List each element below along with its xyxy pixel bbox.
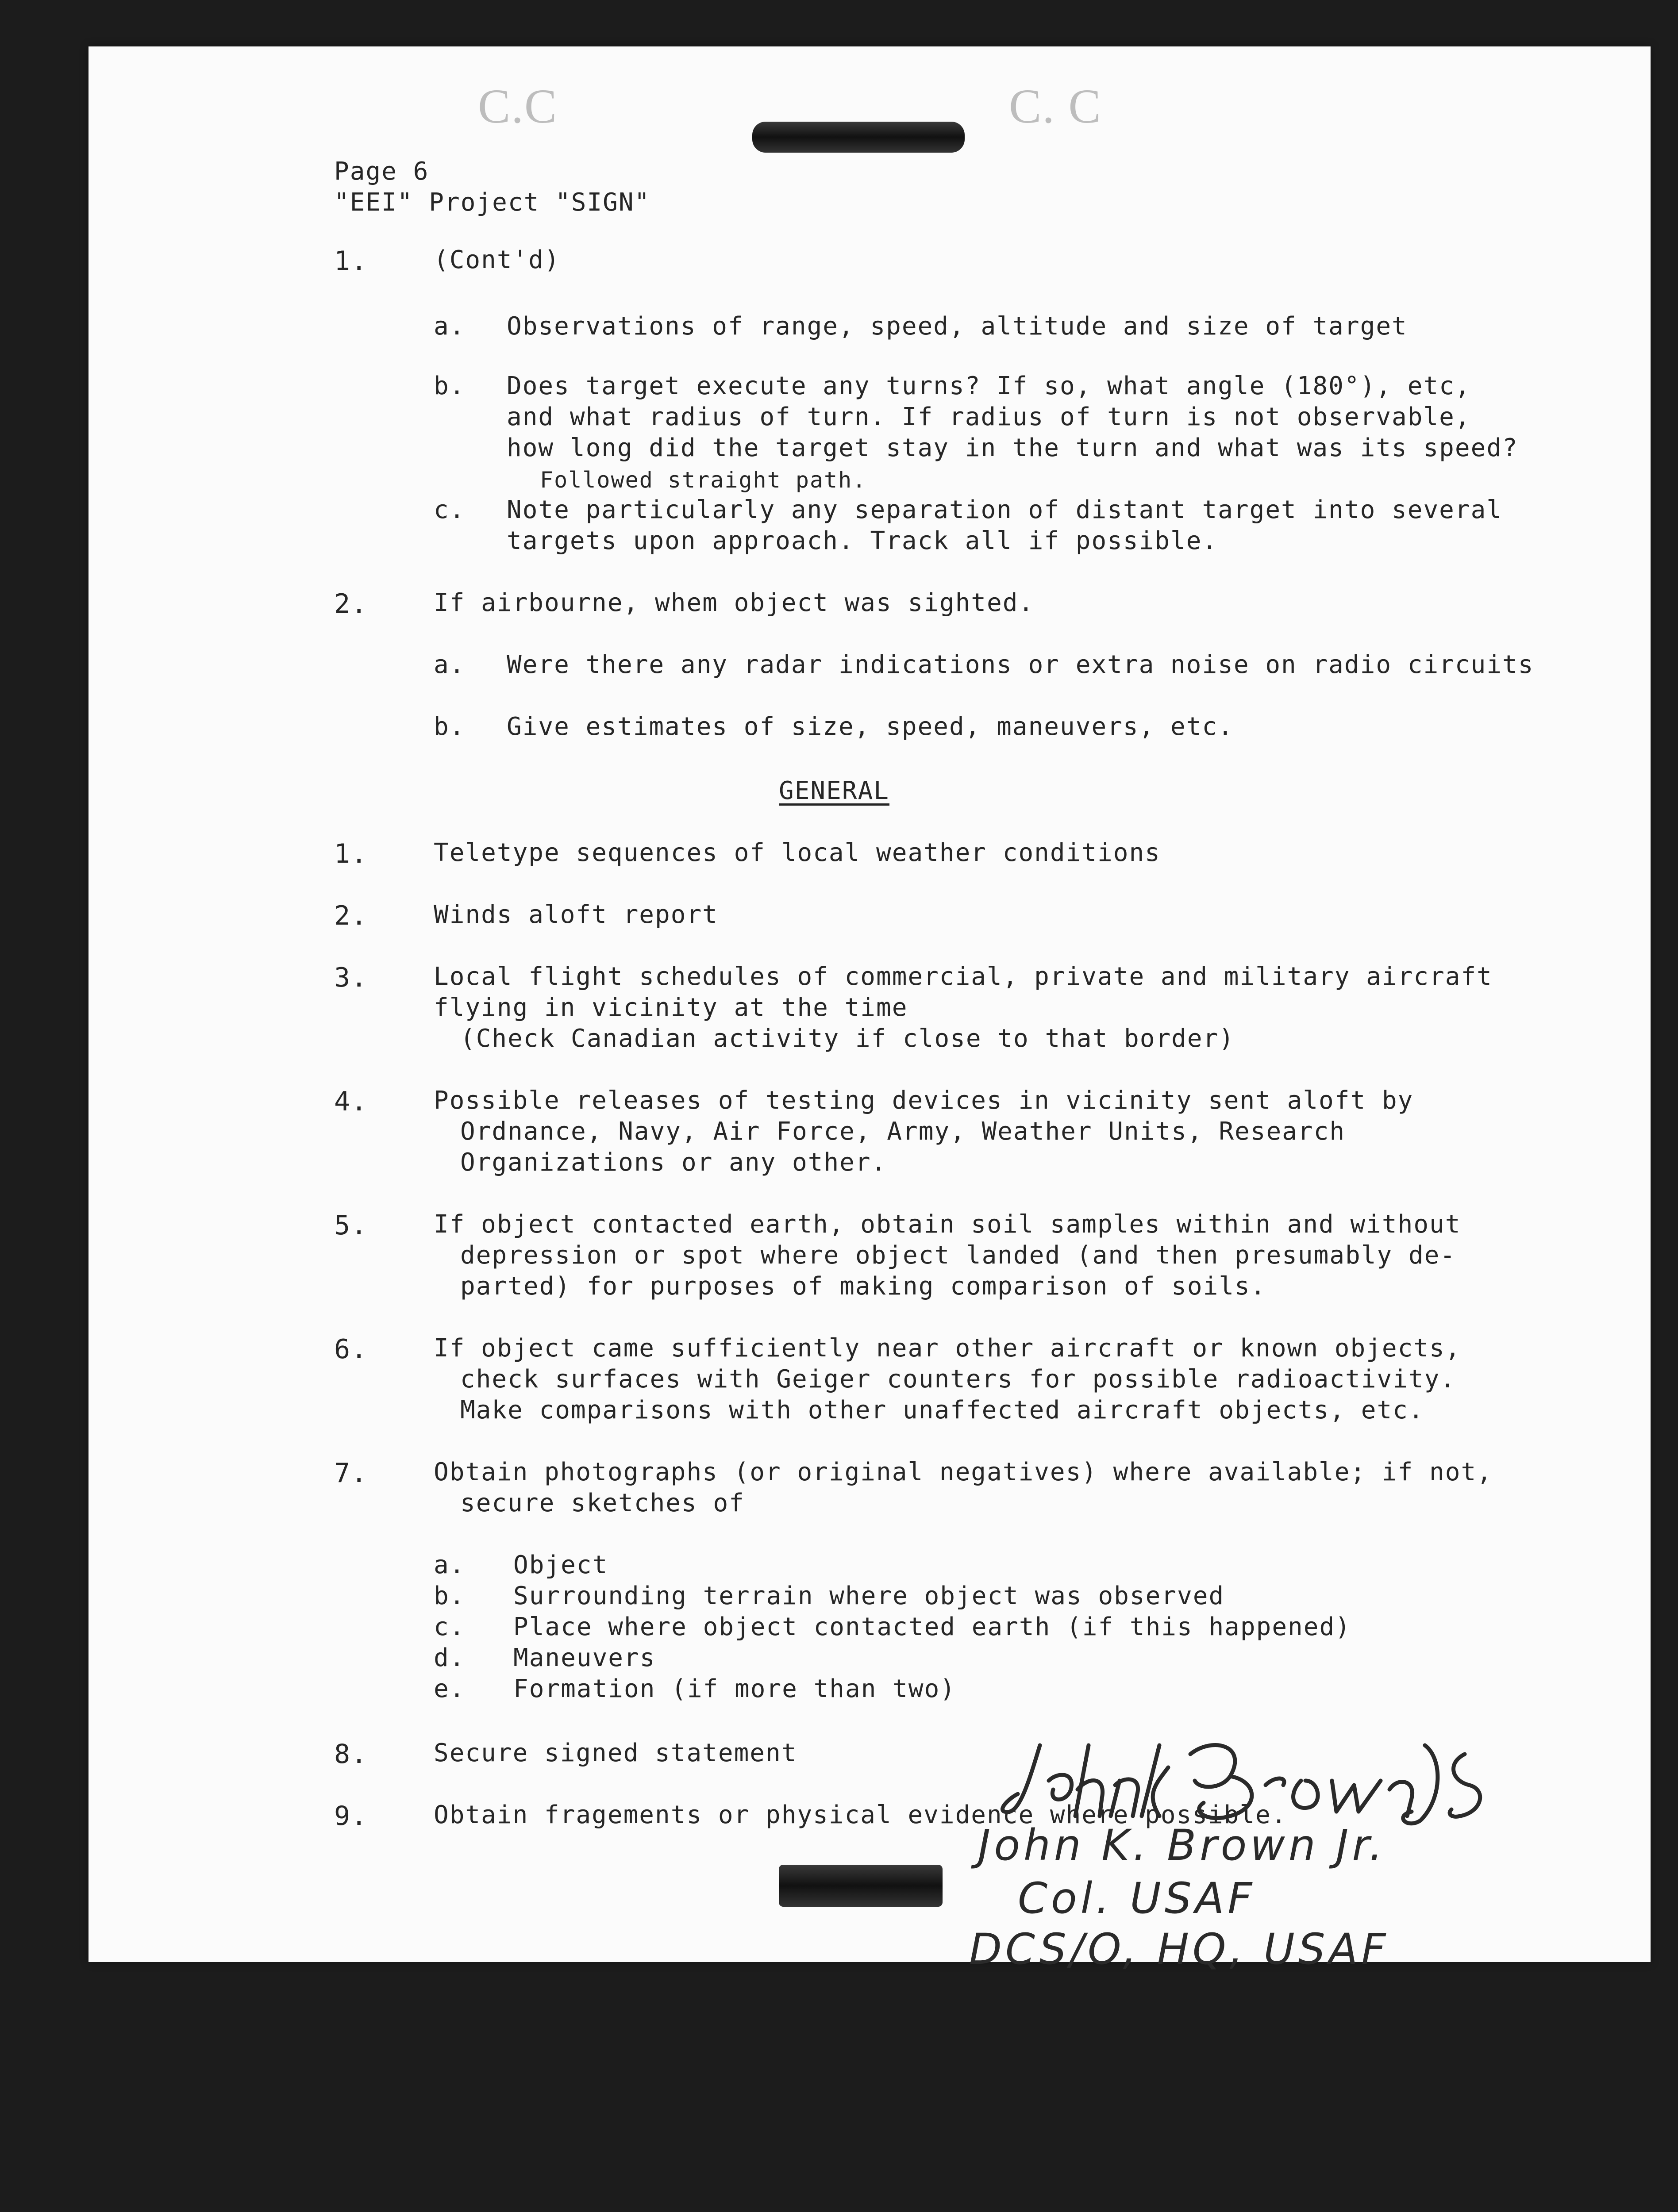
- header-mark-left: C.C: [478, 79, 558, 133]
- subitem-text: Formation (if more than two): [513, 1674, 956, 1703]
- item-text: Observations of range, speed, altitude and size of target: [507, 312, 1408, 341]
- item-letter: b.: [434, 372, 466, 400]
- section-heading-general: GENERAL: [779, 776, 890, 805]
- general-number: 3.: [334, 962, 368, 993]
- section-title: (Cont'd): [434, 246, 560, 274]
- document-page: [89, 46, 1651, 1974]
- general-number: 4.: [334, 1086, 368, 1117]
- general-number: 6.: [334, 1334, 368, 1365]
- redaction-bar-bottom: [779, 1865, 943, 1907]
- subitem-letter: e.: [434, 1674, 466, 1703]
- item-letter: b.: [434, 712, 466, 741]
- general-text: depression or spot where object landed (and then presumably de-: [460, 1241, 1456, 1270]
- subitem-text: Place where object contacted earth (if this happened): [513, 1613, 1351, 1641]
- general-text: secure sketches of: [460, 1489, 745, 1517]
- handwritten-note: Followed straight path.: [540, 467, 867, 493]
- signature-office: DCS/O, HQ, USAF: [969, 1924, 1389, 1974]
- item-text: how long did the target stay in the turn and what was its speed?: [507, 434, 1518, 462]
- subitem-text: Surrounding terrain where object was observed: [513, 1582, 1225, 1610]
- general-number: 2.: [334, 900, 368, 931]
- item-letter: a.: [434, 312, 466, 341]
- item-letter: c.: [434, 495, 466, 524]
- item-text: Give estimates of size, speed, maneuvers, etc.: [507, 712, 1234, 741]
- general-text: Local flight schedules of commercial, private and military aircraft: [434, 962, 1493, 991]
- general-text: Obtain photographs (or original negatives) where available; if not,: [434, 1458, 1493, 1486]
- subitem-letter: d.: [434, 1644, 466, 1672]
- page-number: Page 6: [334, 157, 429, 186]
- general-number: 8.: [334, 1739, 368, 1770]
- item-text: Note particularly any separation of distant target into several: [507, 495, 1503, 524]
- general-text: If object contacted earth, obtain soil samples within and without: [434, 1210, 1461, 1239]
- general-text: Obtain fragements or physical evidence where possible.: [434, 1801, 1287, 1829]
- general-text: Secure signed statement: [434, 1739, 797, 1767]
- general-text: check surfaces with Geiger counters for possible radioactivity.: [460, 1365, 1456, 1394]
- general-number: 5.: [334, 1210, 368, 1241]
- general-text: Possible releases of testing devices in vicinity sent aloft by: [434, 1086, 1414, 1115]
- general-text: Winds aloft report: [434, 900, 718, 929]
- item-letter: a.: [434, 650, 466, 679]
- item-text: Were there any radar indications or extra noise on radio circuits: [507, 650, 1534, 679]
- subitem-letter: b.: [434, 1582, 466, 1610]
- general-text: If object came sufficiently near other aircraft or known objects,: [434, 1334, 1461, 1363]
- item-text: targets upon approach. Track all if possible.: [507, 526, 1218, 555]
- general-text: (Check Canadian activity if close to that border): [460, 1024, 1235, 1053]
- subitem-letter: c.: [434, 1613, 466, 1641]
- general-text: Teletype sequences of local weather conditions: [434, 838, 1161, 867]
- general-text: flying in vicinity at the time: [434, 993, 908, 1022]
- general-text: Organizations or any other.: [460, 1148, 887, 1177]
- general-number: 7.: [334, 1458, 368, 1489]
- signature-rank: Col. USAF: [1018, 1874, 1256, 1923]
- subitem-letter: a.: [434, 1551, 466, 1579]
- redaction-bar-top: [752, 122, 965, 153]
- signature-scrawl: [1000, 1728, 1602, 1829]
- general-number: 9.: [334, 1801, 368, 1832]
- section-title: If airbourne, whem object was sighted.: [434, 588, 1035, 617]
- section-number: 2.: [334, 588, 368, 619]
- subitem-text: Maneuvers: [513, 1644, 656, 1672]
- signature-name: John K. Brown Jr.: [978, 1820, 1386, 1870]
- general-number: 1.: [334, 838, 368, 869]
- item-text: and what radius of turn. If radius of turn is not observable,: [507, 403, 1471, 431]
- section-number: 1.: [334, 246, 368, 276]
- header-mark-right: C. C: [1009, 79, 1102, 133]
- general-text: Ordnance, Navy, Air Force, Army, Weather Units, Research: [460, 1117, 1346, 1146]
- general-text: parted) for purposes of making comparison of soils.: [460, 1272, 1266, 1301]
- subitem-text: Object: [513, 1551, 608, 1579]
- general-text: Make comparisons with other unaffected aircraft objects, etc.: [460, 1396, 1424, 1425]
- project-title: "EEI" Project "SIGN": [334, 188, 650, 217]
- item-text: Does target execute any turns? If so, what angle (180°), etc,: [507, 372, 1471, 400]
